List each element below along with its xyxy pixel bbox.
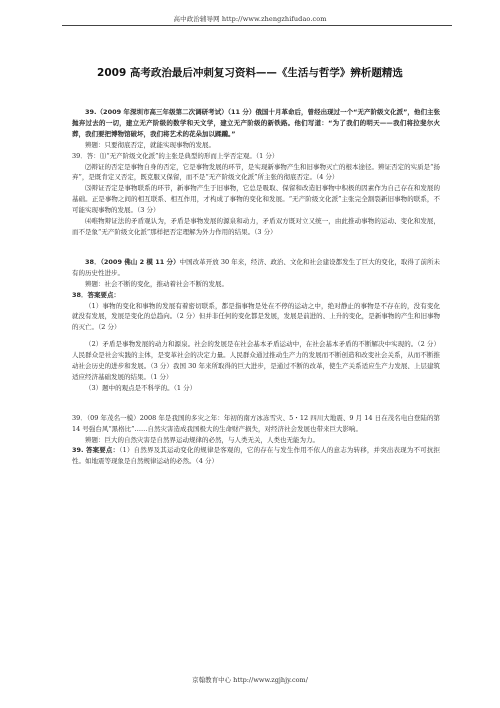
- q38-answer-p1: （1）事物的变化和事物的发展有着密切联系，都是指事物是处在不停的运动之中，绝对静止的事物是不存在的，没有变化就没有发展，发展是变化的总趋向。（2 分）但并非任何的变化都是发展，发展是前进的、上升的变化，是新事物的产生和旧事物的灭亡。（2 分）: [72, 301, 440, 332]
- document-body: [72, 107, 440, 467]
- q39a-question: 39.（2009 年深圳市高三年级第二次调研考试）（11 分）俄国十月革命后，曾经出现过一个“无产阶级文化派”，他们主张抛弃过去的一切，建立无产阶级的数学和天文学，建立无产阶级的新铁路。他们写道：“为了我们的明天——我们将拉斐尔火葬，我们要把博物馆破坏，我们将艺术的花朵加以蹂躏。”: [72, 108, 440, 138]
- q38-question: [72, 257, 440, 279]
- q39b-question: 39．（09 年茂名一模）2008 年是我国的多灾之年：年初的南方冰冻雪灾、5・12 四川大地震、9 月 14 日在茂名电白登陆的第 14 号强台风“黑格比”……自然灾害造成我国极大的生命财产损失，对经济社会发展也带来巨大影响。: [72, 413, 440, 433]
- q38-question-prefix: 38．（2009 佛山 2 模 11 分）: [85, 257, 180, 266]
- q39b-answer: [72, 445, 440, 467]
- q39b-answer-heading: 39. 答案要点：: [72, 446, 120, 455]
- q38-question-body: 中国改革开放 30 年来，经济、政治、文化和社会建设都发生了巨大的变化，取得了前所未有的历史性进步。: [72, 257, 440, 277]
- q39a-claim: 辨题：只要彻底否定，就能实现事物的发展。: [85, 140, 215, 149]
- q38-answer-p3: （3）题中的观点是不科学的。（1 分）: [85, 383, 197, 392]
- q39a-answer-intro: 39．答：⑴“无产阶级文化派”的主张是典型的形而上学否定观。（1 分）: [72, 151, 279, 160]
- page-header: 高中政治辅导网 http://www.zhengzhifudao.com: [173, 15, 327, 23]
- header-divider: [62, 25, 452, 26]
- q39a-answer-p4: ⑷唯物辩证法的矛盾观认为，矛盾是事物发展的源泉和动力，矛盾双方既对立又统一，由此推动事物的运动、变化和发展，而不是象“无产阶级文化派”那样把否定理解为外力作用的结果。（3 分）: [72, 217, 440, 236]
- document-title: 2009 高考政治最后冲刺复习资料——《生活与哲学》辨析题精选: [97, 67, 403, 79]
- q38-claim: 辨题：社会不断的变化，推动着社会不断的发展。: [85, 279, 228, 288]
- page-footer: 京翰教育中心 http://www.zgjhjy.com/: [192, 676, 308, 684]
- q39b-claim: 辨题：巨大的自然灾害是自然界运动规律的必然，与人类无关，人类也无能为力。: [85, 435, 319, 444]
- q39b-answer-body: （1）自然界及其运动变化的规律是客观的，它的存在与发生作用不依人的意志为转移，并突出表现为不可抗拒性。如地震等现象是自然规律运动的必然。（4 分）: [72, 446, 440, 466]
- q38-answer-heading: 38．答案要点：: [72, 290, 121, 299]
- q39a-answer-p2: ⑵辩证的否定是事物自身的否定，它是事物发展的环节，是实现新事物产生和旧事物灭亡的根本途径。辨证否定的实质是“扬弃”，是既肯定又否定，既克服又保留，而不是“无产阶级文化派”所主张的彻底否定。（4 分）: [72, 162, 440, 182]
- q38-answer-p2: （2）矛盾是事物发展的动力和源泉。社会的发展是在社会基本矛盾运动中，在社会基本矛盾的不断解决中实现的。（2 分）人民群众是社会实践的主体，是变革社会的决定力量。人民群众通过推动生产力的发展而不断创造和改变社会关系，从而不断推动社会历史的进步和发展。（3 分）我国 30 年来所取得的巨大进步，是通过不断的改革，使生产关系适应生产力发展、上层建筑适应经济基础发展的结果。（1 分）: [72, 340, 440, 381]
- q39a-answer-p3: ⑶辩证否定是事物联系的环节，新事物产生于旧事物，它总是吸取、保留和改造旧事物中积极的因素作为自己存在和发展的基础。正是事物之间的相互联系、相互作用，才构成了事物的变化和发展。“无产阶级文化派”主张完全割裂新旧事物的联系，不可能实现事物的发展。（3 分）: [72, 184, 440, 215]
